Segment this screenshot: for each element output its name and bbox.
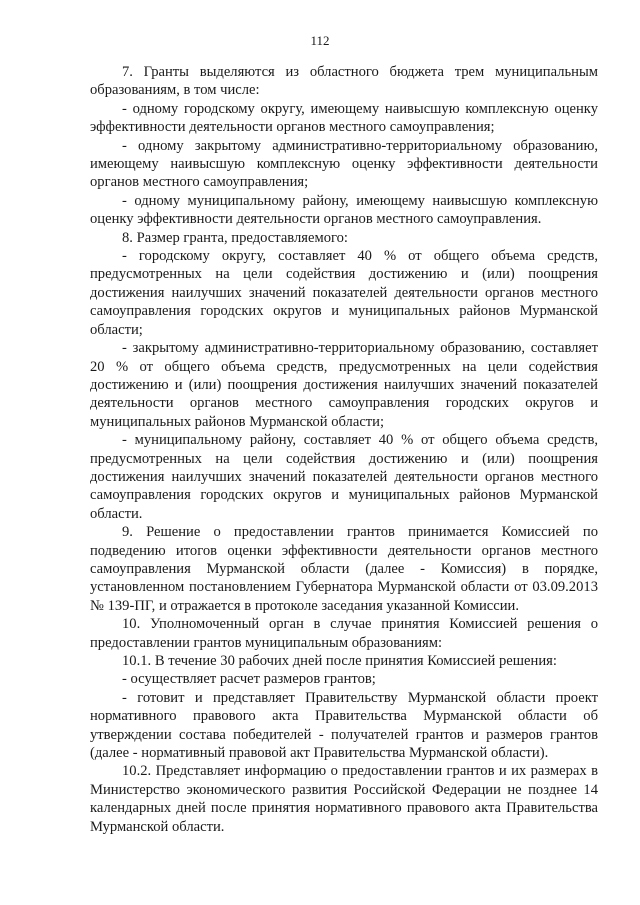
grant-size-city-district: - городскому округу, составляет 40 % от общего объема средств, предусмотренных на цели содействия достижению и (или) поощрения достижения наилучших значений показателей деятельности органов местного самоуправления городских округов и муниципальных районов Мурманской области; [90, 248, 598, 338]
paragraph-9: 9. Решение о предоставлении грантов принимается Комиссией по подведению итогов оценки эффективности деятельности органов местного самоуправления Мурманской области (далее - Комиссия) в порядке, установленном постановлением Губернатора Мурманской области от 03.09.2013 № 139-ПГ, и отражается в протоколе заседания указанной Комиссии. [90, 524, 598, 614]
list-item-municipal-district: - одному муниципальному району, имеющему наивысшую комплексную оценку эффективности деятельности органов местного самоуправления. [90, 192, 598, 228]
grant-size-municipal-district: - муниципальному району, составляет 40 % от общего объема средств, предусмотренных на цели содействия достижению и (или) поощрения достижения наилучших значений показателей деятельности органов местного самоуправления городских округов и муниципальных районов Мурманской области. [90, 432, 598, 522]
list-item-calculation: - осуществляет расчет размеров грантов; [122, 671, 376, 688]
list-item-city-district: - одному городскому округу, имеющему наивысшую комплексную оценку эффективности деятельности органов местного самоуправления; [90, 100, 598, 136]
paragraph-7: 7. Гранты выделяются из областного бюджета трем муниципальным образованиям, в том числе: [90, 64, 598, 99]
list-item-draft-act: - готовит и представляет Правительству Мурманской области проект нормативного правового акта Правительства Мурманской области об утверждении состава победителей - получателей грантов и размеров грантов (далее - нормативный правовой акт Правительства Мурманской области). [90, 689, 598, 762]
paragraph-10-1: 10.1. В течение 30 рабочих дней после принятия Комиссией решения: [122, 653, 557, 669]
paragraph-10: 10. Уполномоченный орган в случае принятия Комиссией решения о предоставлении грантов муниципальным образованиям: [90, 616, 598, 651]
paragraph-10-2: 10.2. Представляет информацию о предоставлении грантов и их размерах в Министерство экономического развития Российской Федерации не позднее 14 календарных дней после принятия нормативного правового акта Правительства Мурманской области. [90, 763, 598, 835]
paragraph-8: 8. Размер гранта, предоставляемого: [122, 229, 348, 246]
grant-size-closed-territory: - закрытому административно-территориальному образованию, составляет 20 % от общего объема средств, предусмотренных на цели содействия достижению и (или) поощрения достижения наилучших значений показателей деятельности органов местного самоуправления городских округов и муниципальных районов Мурманской области; [90, 340, 598, 430]
page-number: 112 [310, 33, 330, 48]
document-body [90, 63, 598, 836]
list-item-closed-territory: - одному закрытому административно-территориальному образованию, имеющему наивысшую комплексную оценку эффективности деятельности органов местного самоуправления; [90, 137, 598, 191]
